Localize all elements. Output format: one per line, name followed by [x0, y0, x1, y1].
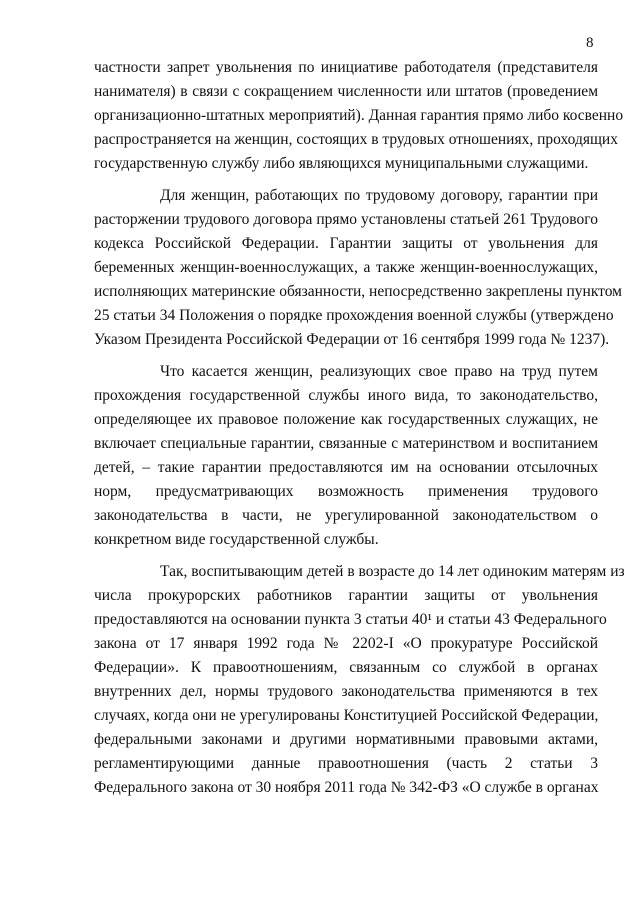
text-line: государственную службу либо являющихся муниципальными служащими. [94, 155, 589, 172]
text-line: частности запрет увольнения по инициативе работодателя (представителя [94, 59, 598, 76]
paragraph-2 [94, 184, 622, 352]
text-line: законодательства в части, не урегулированной законодательством о [94, 507, 598, 524]
text-line: числа прокурорских работников гарантии защиты от увольнения [94, 587, 598, 604]
text-line: Для женщин, работающих по трудовому договору, гарантии при [160, 187, 598, 204]
text-line: Что касается женщин, реализующих свое право на труд путем [160, 363, 598, 380]
paragraph-3 [94, 360, 598, 552]
text-line: Указом Президента Российской Федерации от 16 сентября 1999 года № 1237). [94, 331, 610, 348]
text-line: детей, – такие гарантии предоставляются им на основании отсылочных [94, 459, 598, 476]
text-line: нанимателя) в связи с сокращением численности или штатов (проведением [94, 83, 598, 100]
text-line: внутренних дел, нормы трудового законодательства применяются в тех [94, 683, 598, 700]
text-line: исполняющих материнские обязанности, непосредственно закреплены пунктом [94, 283, 622, 300]
text-line: организационно-штатных мероприятий). Данная гарантия прямо либо косвенно [94, 107, 624, 124]
paragraph-4 [94, 560, 625, 800]
text-line: распространяется на женщин, состоящих в трудовых отношениях, проходящих [94, 131, 618, 148]
text-line: кодекса Российской Федерации. Гарантии защиты от увольнения для [94, 235, 598, 252]
text-line: Федерального закона от 30 ноября 2011 года № 342-ФЗ «О службе в органах [94, 779, 599, 796]
page-number: 8 [586, 35, 594, 51]
text-line: расторжении трудового договора прямо установлены статьей 261 Трудового [94, 211, 598, 228]
text-line: случаях, когда они не урегулированы Конституцией Российской Федерации, [94, 707, 599, 724]
text-line: прохождения государственной службы иного вида, то законодательство, [94, 387, 598, 404]
text-line: Так, воспитывающим детей в возрасте до 14 лет одиноким матерям из [160, 563, 625, 580]
text-line: беременных женщин-военнослужащих, а также женщин-военнослужащих, [94, 259, 598, 276]
text-line: определяющее их правовое положение как государственных служащих, не [94, 411, 598, 428]
document-body [94, 56, 625, 800]
text-line: включает специальные гарантии, связанные с материнством и воспитанием [94, 435, 598, 452]
text-line: предоставляются на основании пункта 3 статьи 40¹ и статьи 43 Федерального [94, 611, 607, 628]
text-line: 25 статьи 34 Положения о порядке прохождения военной службы (утверждено [94, 307, 614, 324]
text-line: Федерации». К правоотношениям, связанным со службой в органах [94, 659, 598, 676]
text-line: федеральными законами и другими нормативными правовыми актами, [94, 731, 598, 748]
text-line: конкретном виде государственной службы. [94, 531, 379, 548]
text-line: закона от 17 января 1992 года № 2202-I «О прокуратуре Российской [94, 635, 598, 652]
text-line: регламентирующими данные правоотношения (часть 2 статьи 3 [94, 755, 598, 772]
paragraph-1 [94, 56, 624, 176]
text-line: норм, предусматривающих возможность применения трудового [94, 483, 598, 500]
